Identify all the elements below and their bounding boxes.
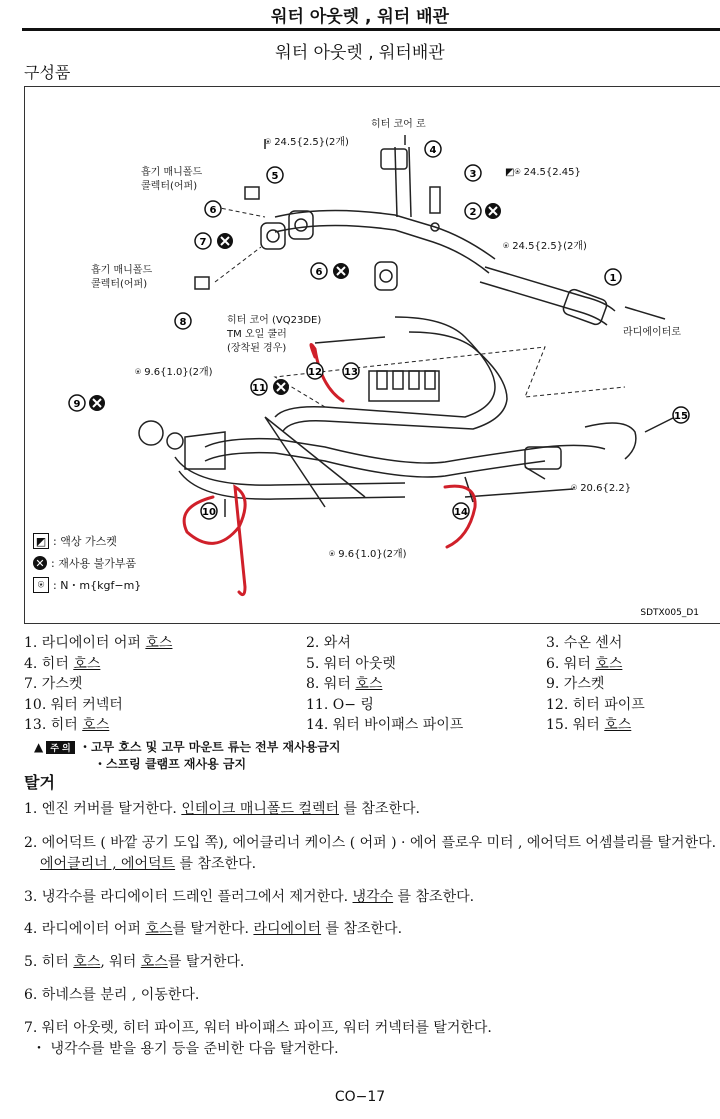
step-6: 6. 하네스를 분리 , 이동한다. bbox=[24, 987, 200, 1003]
torque-icon: ⍟ bbox=[514, 167, 521, 178]
label-to-radiator: 라디에이터로 bbox=[623, 327, 681, 338]
svg-text:13: 13 bbox=[344, 367, 358, 378]
removal-heading: 탈거 bbox=[24, 773, 55, 792]
callout-11 bbox=[251, 379, 267, 395]
callout-4 bbox=[425, 141, 441, 157]
torque-icon: ⍟ bbox=[265, 137, 271, 148]
torque-icon: ⍟ bbox=[33, 577, 49, 593]
parts-row: 1. 라디에이터 어퍼 호스 2. 와셔 3. 수온 센서 bbox=[24, 635, 623, 651]
svg-text:3: 3 bbox=[469, 169, 477, 180]
label-heater-core-vq-2: TM 오일 쿨러 bbox=[227, 329, 287, 340]
label-intake-upper-1: 흡기 매니폴드 bbox=[141, 167, 203, 178]
section-title: 워터 아웃렛 , 워터배관 bbox=[275, 43, 445, 63]
callout-9 bbox=[69, 395, 85, 411]
svg-text:6: 6 bbox=[209, 205, 217, 216]
svg-text:4: 4 bbox=[429, 145, 437, 156]
link-coolant[interactable]: 냉각수 bbox=[352, 889, 394, 905]
gasket-icon: ◩ bbox=[33, 533, 49, 549]
callout-13 bbox=[343, 363, 359, 379]
torque-label-5: ⍟ 20.6{2.2} bbox=[571, 483, 632, 494]
callout-1 bbox=[605, 269, 621, 285]
caution-line-2: ・스프링 클램프 재사용 금지 bbox=[94, 757, 247, 771]
link-air-cleaner[interactable]: 에어클리너 , 에어덕트 bbox=[40, 856, 176, 872]
torque-icon: ⍟ bbox=[135, 367, 141, 378]
label-heater-core-vq-3: (장착된 경우) bbox=[227, 343, 287, 354]
warning-icon: ▲ bbox=[34, 740, 44, 754]
parts-row: 10. 워터 커넥터 11. O− 링 12. 히터 파이프 bbox=[24, 696, 645, 713]
diagram-drawing bbox=[25, 87, 720, 623]
callout-8 bbox=[175, 313, 191, 329]
step-2-ref: 에어클리너 , 에어덕트 를 참조한다. bbox=[40, 856, 257, 872]
torque-icon: ⍟ bbox=[503, 241, 509, 252]
torque-label-1: ⍟ 24.5{2.5}(2개) bbox=[265, 137, 349, 148]
torque-icon: ⍟ bbox=[571, 483, 577, 494]
torque-label-2: ◩⍟ 24.5{2.45} bbox=[505, 167, 581, 178]
no-reuse-icon: ✕ bbox=[33, 556, 47, 570]
callout-10 bbox=[201, 503, 217, 519]
parts-row: 4. 히터 호스 5. 워터 아웃렛 6. 워터 호스 bbox=[24, 655, 623, 672]
svg-text:6: 6 bbox=[315, 267, 323, 278]
page-title: 워터 아웃렛 , 워터 배관 bbox=[271, 7, 449, 27]
callout-12 bbox=[307, 363, 323, 379]
svg-text:1: 1 bbox=[609, 273, 617, 284]
callout-3 bbox=[465, 165, 481, 181]
label-intake-lower-2: 콜렉터(어퍼) bbox=[91, 279, 148, 290]
callout-5 bbox=[267, 167, 283, 183]
link-intake-manifold[interactable]: 인테이크 매니폴드 컬렉터 bbox=[181, 801, 339, 817]
legend-no-reuse: ✕ : 재사용 불가부품 bbox=[33, 555, 136, 571]
gasket-icon: ◩ bbox=[505, 167, 515, 178]
step-5: 5. 히터 호스, 워터 호스를 탈거한다. bbox=[24, 954, 245, 970]
legend-torque: ⍟ : N・m{kgf−m} bbox=[33, 577, 141, 593]
svg-text:14: 14 bbox=[454, 507, 468, 518]
step-7-note: ・ 냉각수를 받을 용기 등을 준비한 다음 탈거한다. bbox=[32, 1041, 339, 1057]
callout-15 bbox=[673, 407, 689, 423]
callout-14 bbox=[453, 503, 469, 519]
torque-label-3: ⍟ 24.5{2.5}(2개) bbox=[503, 241, 587, 252]
callout-6b bbox=[311, 263, 327, 279]
step-3: 3. 냉각수를 라디에이터 드레인 플러그에서 제거한다. 냉각수 를 참조한다. bbox=[24, 889, 475, 905]
page-number: CO−17 bbox=[334, 1089, 386, 1105]
title-rule bbox=[22, 28, 720, 31]
svg-text:7: 7 bbox=[199, 237, 207, 248]
parts-row: 7. 가스켓 8. 워터 호스 9. 가스켓 bbox=[24, 676, 605, 692]
legend-gasket: ◩ : 액상 가스켓 bbox=[33, 533, 117, 549]
torque-label-4: ⍟ 9.6{1.0}(2개) bbox=[135, 367, 213, 378]
svg-text:11: 11 bbox=[252, 383, 266, 394]
exploded-diagram bbox=[24, 86, 720, 624]
label-heater-core-to: 히터 코어 로 bbox=[371, 119, 426, 130]
svg-text:10: 10 bbox=[202, 507, 216, 518]
svg-text:2: 2 bbox=[469, 207, 477, 218]
components-heading: 구성품 bbox=[24, 63, 71, 82]
step-7: 7. 워터 아웃렛, 히터 파이프, 워터 바이패스 파이프, 워터 커넥터를 탈거한다. bbox=[24, 1020, 492, 1036]
caution-line-1: ・고무 호스 및 고무 마운트 류는 전부 재사용금지 bbox=[78, 740, 341, 754]
torque-icon: ⍟ bbox=[329, 549, 335, 560]
callout-6a bbox=[205, 201, 221, 217]
step-4: 4. 라디에이터 어퍼 호스를 탈거한다. 라디에이터 를 참조한다. bbox=[24, 921, 403, 937]
step-2: 2. 에어덕트 ( 바깥 공기 도입 쪽), 에어클리너 케이스 ( 어퍼 ) · 에어 플로우 미터 , 에어덕트 어셈블리를 탈거한다. bbox=[24, 835, 717, 851]
callout-7 bbox=[195, 233, 211, 249]
label-heater-core-vq-1: 히터 코어 (VQ23DE) bbox=[227, 315, 322, 326]
caution-block bbox=[34, 738, 340, 772]
link-radiator[interactable]: 라디에이터 bbox=[253, 921, 322, 937]
svg-text:8: 8 bbox=[179, 317, 187, 328]
svg-text:12: 12 bbox=[308, 367, 322, 378]
caution-badge: ▲ 주 의 bbox=[34, 740, 75, 754]
label-intake-upper-2: 콜렉터(어퍼) bbox=[141, 181, 198, 192]
label-intake-lower-1: 흡기 매니폴드 bbox=[91, 265, 153, 276]
parts-list bbox=[24, 632, 714, 735]
torque-label-6: ⍟ 9.6{1.0}(2개) bbox=[329, 549, 407, 560]
parts-row: 13. 히터 호스 14. 워터 바이패스 파이프 15. 워터 호스 bbox=[24, 717, 632, 733]
svg-text:15: 15 bbox=[674, 411, 688, 422]
svg-text:5: 5 bbox=[271, 171, 279, 182]
step-1: 1. 엔진 커버를 탈거한다. 인테이크 매니폴드 컬렉터 를 참조한다. bbox=[24, 801, 420, 817]
diagram-code: SDTX005_D1 bbox=[640, 608, 699, 618]
svg-text:9: 9 bbox=[73, 399, 81, 410]
callout-2 bbox=[465, 203, 481, 219]
